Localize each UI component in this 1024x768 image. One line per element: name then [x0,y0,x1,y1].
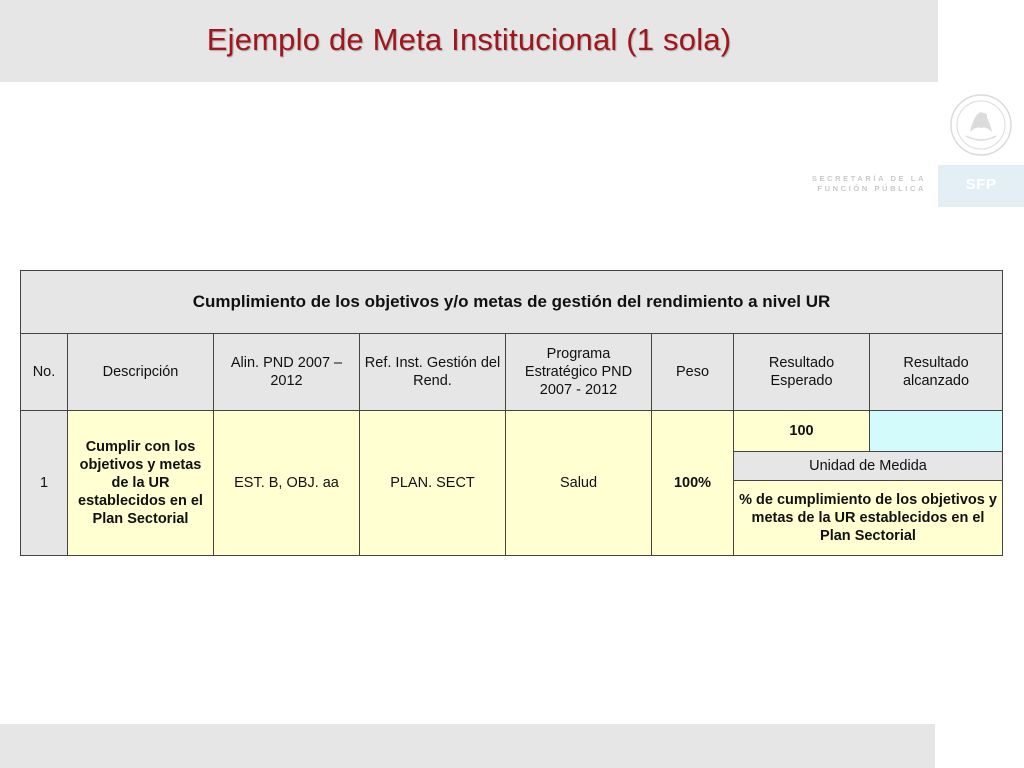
row-no: 1 [21,411,68,556]
table-header-row [21,334,1003,411]
row-alin: EST. B, OBJ. aa [214,411,360,556]
header-alcanzado: Resultado alcanzado [870,334,1003,411]
header-descripcion: Descripción [68,334,214,411]
row-unidad-label: Unidad de Medida [734,452,1003,481]
row-peso: 100% [652,411,734,556]
header-alin: Alin. PND 2007 – 2012 [214,334,360,411]
table-row [21,411,1003,452]
org-name-line1: SECRETARÍA DE LA [811,174,926,183]
header-no: No. [21,334,68,411]
org-name [790,174,926,194]
slide-title: Ejemplo de Meta Institucional (1 sola) [206,22,732,57]
row-esperado-valor: 100 [734,411,870,452]
row-alcanzado-valor[interactable] [870,411,1003,452]
footer-band [0,724,935,768]
table-title: Cumplimiento de los objetivos y/o metas de gestión del rendimiento a nivel UR [21,271,1003,334]
coat-of-arms-icon [948,92,1014,158]
right-strip [938,0,1024,82]
row-programa: Salud [506,411,652,556]
row-ref: PLAN. SECT [360,411,506,556]
org-name-line2: FUNCIÓN PÚBLICA [817,184,926,193]
goals-table [20,270,1003,556]
org-abbrev: SFP [965,176,997,193]
row-unidad-desc: % de cumplimiento de los objetivos y metas de la UR establecidos en el Plan Sectorial [734,481,1003,556]
row-descripcion: Cumplir con los objetivos y metas de la UR establecidos en el Plan Sectorial [68,411,214,556]
header-esperado: Resultado Esperado [734,334,870,411]
header-ref: Ref. Inst. Gestión del Rend. [360,334,506,411]
header-peso: Peso [652,334,734,411]
header-programa: Programa Estratégico PND 2007 - 2012 [506,334,652,411]
